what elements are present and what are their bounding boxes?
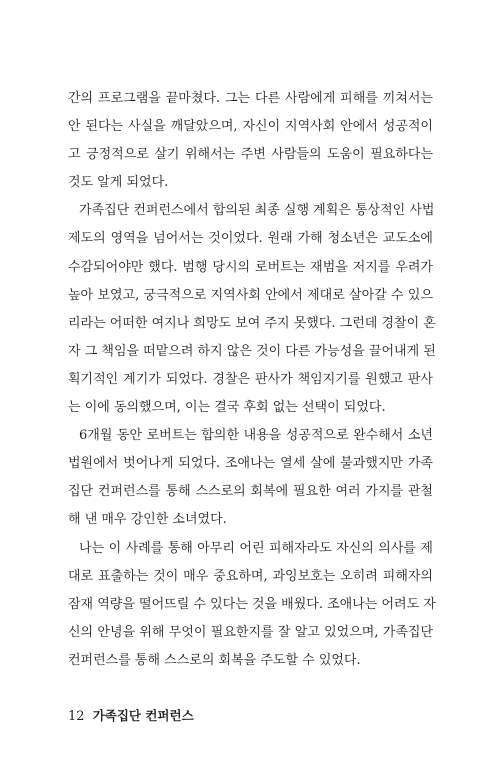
text-line: 대로 표출하는 것이 매우 중요하며, 과잉보호는 오히려 피해자의 xyxy=(68,568,433,584)
text-line: 6개월 동안 로버트는 합의한 내용을 성공적으로 완수해서 소년 xyxy=(79,428,433,444)
running-title: 가족집단 컨퍼런스 xyxy=(92,708,194,723)
text-line: 고 긍정적으로 살기 위해서는 주변 사람들의 도움이 필요하다는 xyxy=(68,147,433,163)
text-line: 리라는 어떠한 여지나 희망도 보여 주지 못했다. 그런데 경찰이 혼 xyxy=(68,315,436,331)
text-line: 획기적인 계기가 되었다. 경찰은 판사가 책임지기를 원했고 판사 xyxy=(68,371,433,387)
text-line: 가족집단 컨퍼런스에서 합의된 최종 실행 계획은 통상적인 사법 xyxy=(79,203,435,219)
text-line: 집단 컨퍼런스를 통해 스스로의 회복에 필요한 여러 가지를 관철 xyxy=(68,484,433,500)
text-line: 것도 알게 되었다. xyxy=(68,175,169,191)
text-line: 는 이에 동의했으며, 이는 결국 후회 없는 선택이 되었다. xyxy=(68,400,386,416)
page-footer xyxy=(68,706,194,724)
body-text xyxy=(68,85,436,675)
text-line: 나는 이 사례를 통해 아무리 어린 피해자라도 자신의 의사를 제 xyxy=(79,540,433,556)
text-line: 안 된다는 사실을 깨달았으며, 자신이 지역사회 안에서 성공적이 xyxy=(68,119,433,135)
paragraph-3 xyxy=(68,422,433,534)
text-line: 간의 프로그램을 끝마쳤다. 그는 다른 사람에게 피해를 끼쳐서는 xyxy=(68,91,433,106)
text-line: 높아 보였고, 궁극적으로 지역사회 안에서 제대로 살아갈 수 있으 xyxy=(68,287,433,303)
paragraph-4 xyxy=(68,535,436,675)
page-number: 12 xyxy=(68,709,85,724)
paragraph-1 xyxy=(68,85,433,197)
text-line: 잠재 역량을 떨어뜨릴 수 있다는 것을 배웠다. 조애나는 어려도 자 xyxy=(68,596,436,612)
text-line: 컨퍼런스를 통해 스스로의 회복을 주도할 수 있었다. xyxy=(68,652,361,668)
paragraph-2 xyxy=(68,197,436,422)
text-line: 수감되어야만 했다. 범행 당시의 로버트는 재범을 저지를 우려가 xyxy=(68,259,433,275)
text-line: 법원에서 벗어나게 되었다. 조애나는 열세 살에 불과했지만 가족 xyxy=(68,456,433,472)
text-line: 자 그 책임을 떠맡으려 하지 않은 것이 다른 가능성을 끌어내게 된 xyxy=(68,343,436,359)
text-line: 신의 안녕을 위해 무엇이 필요한지를 잘 알고 있었으며, 가족집단 xyxy=(68,624,433,640)
text-line: 해 낸 매우 강인한 소녀였다. xyxy=(68,512,227,528)
text-line: 제도의 영역을 넘어서는 것이었다. 원래 가해 청소년은 교도소에 xyxy=(68,231,433,247)
